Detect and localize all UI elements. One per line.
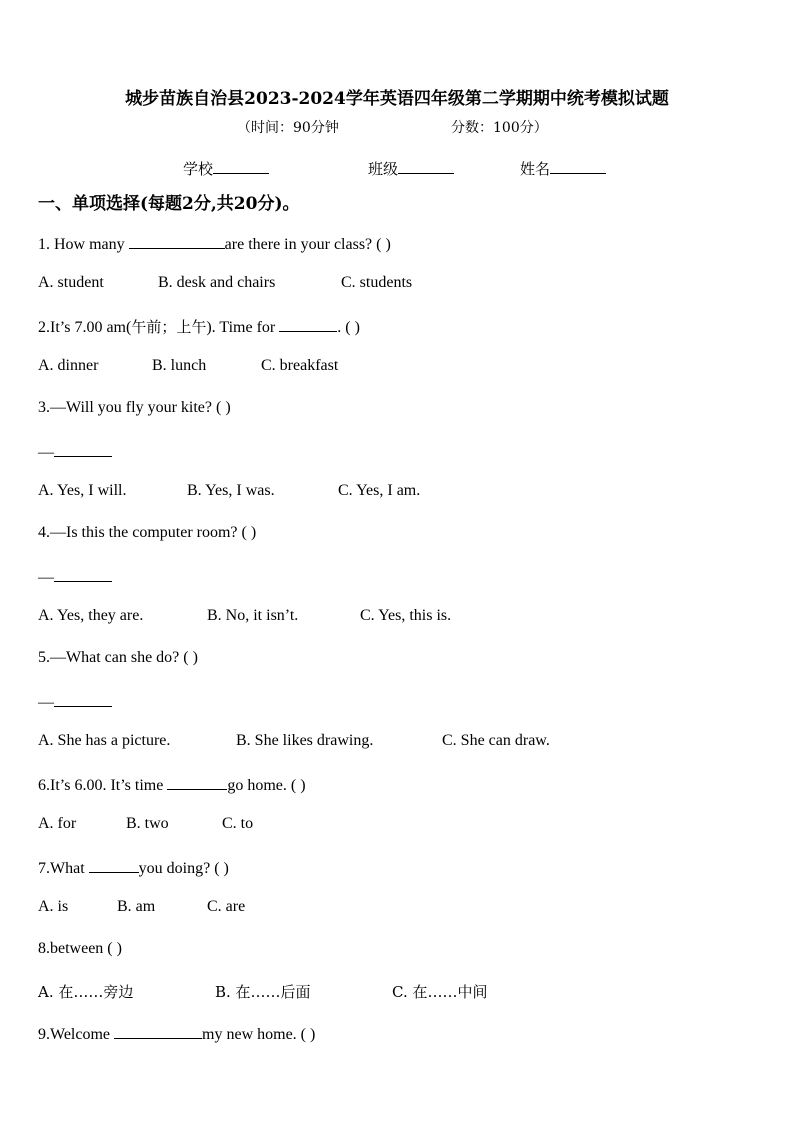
option-a: A. 在……旁边 xyxy=(38,983,134,1001)
question-text: go home. ( ) xyxy=(227,777,306,794)
question-1 xyxy=(38,233,391,254)
question-9 xyxy=(38,1023,315,1044)
options-2 xyxy=(38,357,338,375)
dash: — xyxy=(38,694,54,711)
question-text: my new home. ( ) xyxy=(202,1026,316,1043)
question-text: ). Time for xyxy=(206,319,280,336)
option-c: C. Yes, this is. xyxy=(360,607,452,624)
option-a: A. is xyxy=(38,898,69,915)
question-text: 4.—Is this the computer room? ( ) xyxy=(38,524,257,541)
name-blank xyxy=(550,159,606,174)
option-a: A. Yes, I will. xyxy=(38,482,127,499)
class-field xyxy=(368,158,454,179)
option-a: A. student xyxy=(38,274,104,291)
question-3 xyxy=(38,399,231,417)
option-c: C. students xyxy=(341,274,413,291)
answer-blank xyxy=(279,316,337,332)
option-b: B. Yes, I was. xyxy=(187,482,275,499)
question-4 xyxy=(38,524,256,542)
option-b: B. No, it isn’t. xyxy=(207,607,299,624)
question-text: 5.—What can she do? ( ) xyxy=(38,649,198,666)
option-c: C. Yes, I am. xyxy=(338,482,421,499)
option-c: C. are xyxy=(207,898,246,915)
section-title: 一、单项选择(每题2分,共20分)。 xyxy=(38,194,300,214)
answer-blank xyxy=(54,691,112,707)
option-b: B. desk and chairs xyxy=(158,274,276,291)
options-3 xyxy=(38,482,420,500)
options-7 xyxy=(38,898,245,916)
option-b: B. two xyxy=(126,815,169,832)
answer-blank xyxy=(54,441,112,457)
options-8 xyxy=(38,981,487,1002)
answer-blank xyxy=(89,857,139,873)
dash: — xyxy=(38,569,54,586)
answer-line-4 xyxy=(38,566,112,587)
question-text: 1. How many xyxy=(38,236,129,253)
option-c: C. to xyxy=(222,815,254,832)
answer-blank xyxy=(129,233,225,249)
question-text: 8.between ( ) xyxy=(38,940,122,957)
option-c: C. 在……中间 xyxy=(392,983,488,1001)
options-4 xyxy=(38,607,451,625)
school-blank xyxy=(213,159,269,174)
question-7 xyxy=(38,857,229,878)
question-chinese-gloss: 午前；上午 xyxy=(131,318,207,336)
question-2 xyxy=(38,316,360,337)
question-text: 6.It’s 6.00. It’s time xyxy=(38,777,168,794)
answer-blank xyxy=(167,774,227,790)
option-b: B. 在……后面 xyxy=(215,983,311,1001)
exam-title: 城步苗族自治县2023-2024学年英语四年级第二学期期中统考模拟试题 xyxy=(125,89,669,109)
options-6 xyxy=(38,815,253,833)
option-b: B. She likes drawing. xyxy=(236,732,374,749)
answer-line-5 xyxy=(38,691,112,712)
name-label: 姓名 xyxy=(520,160,551,178)
options-5 xyxy=(38,732,550,750)
school-label: 学校 xyxy=(183,160,214,178)
option-b: B. lunch xyxy=(152,357,207,374)
class-blank xyxy=(398,159,454,174)
question-text: 2.It’s 7.00 am( xyxy=(38,319,132,336)
option-c: C. breakfast xyxy=(261,357,339,374)
question-text: . ( ) xyxy=(337,319,360,336)
question-text: 7.What xyxy=(38,860,89,877)
exam-score: 分数：100分） xyxy=(451,120,548,136)
question-text: are there in your class? ( ) xyxy=(224,236,391,253)
answer-line-3 xyxy=(38,441,112,462)
dash: — xyxy=(38,444,54,461)
answer-blank xyxy=(114,1023,202,1039)
school-field xyxy=(183,158,269,179)
question-text: 9.Welcome xyxy=(38,1026,115,1043)
option-a: A. Yes, they are. xyxy=(38,607,144,624)
question-5 xyxy=(38,649,198,667)
question-text: you doing? ( ) xyxy=(138,860,229,877)
option-a: A. She has a picture. xyxy=(38,732,171,749)
question-6 xyxy=(38,774,306,795)
option-b: B. am xyxy=(117,898,156,915)
options-1 xyxy=(38,274,412,292)
class-label: 班级 xyxy=(368,160,399,178)
answer-blank xyxy=(54,566,112,582)
option-a: A. for xyxy=(38,815,77,832)
question-8 xyxy=(38,940,122,958)
option-c: C. She can draw. xyxy=(442,732,550,749)
name-field xyxy=(520,158,606,179)
option-a: A. dinner xyxy=(38,357,99,374)
question-text: 3.—Will you fly your kite? ( ) xyxy=(38,399,231,416)
exam-time: （时间：90分钟 xyxy=(237,120,339,136)
